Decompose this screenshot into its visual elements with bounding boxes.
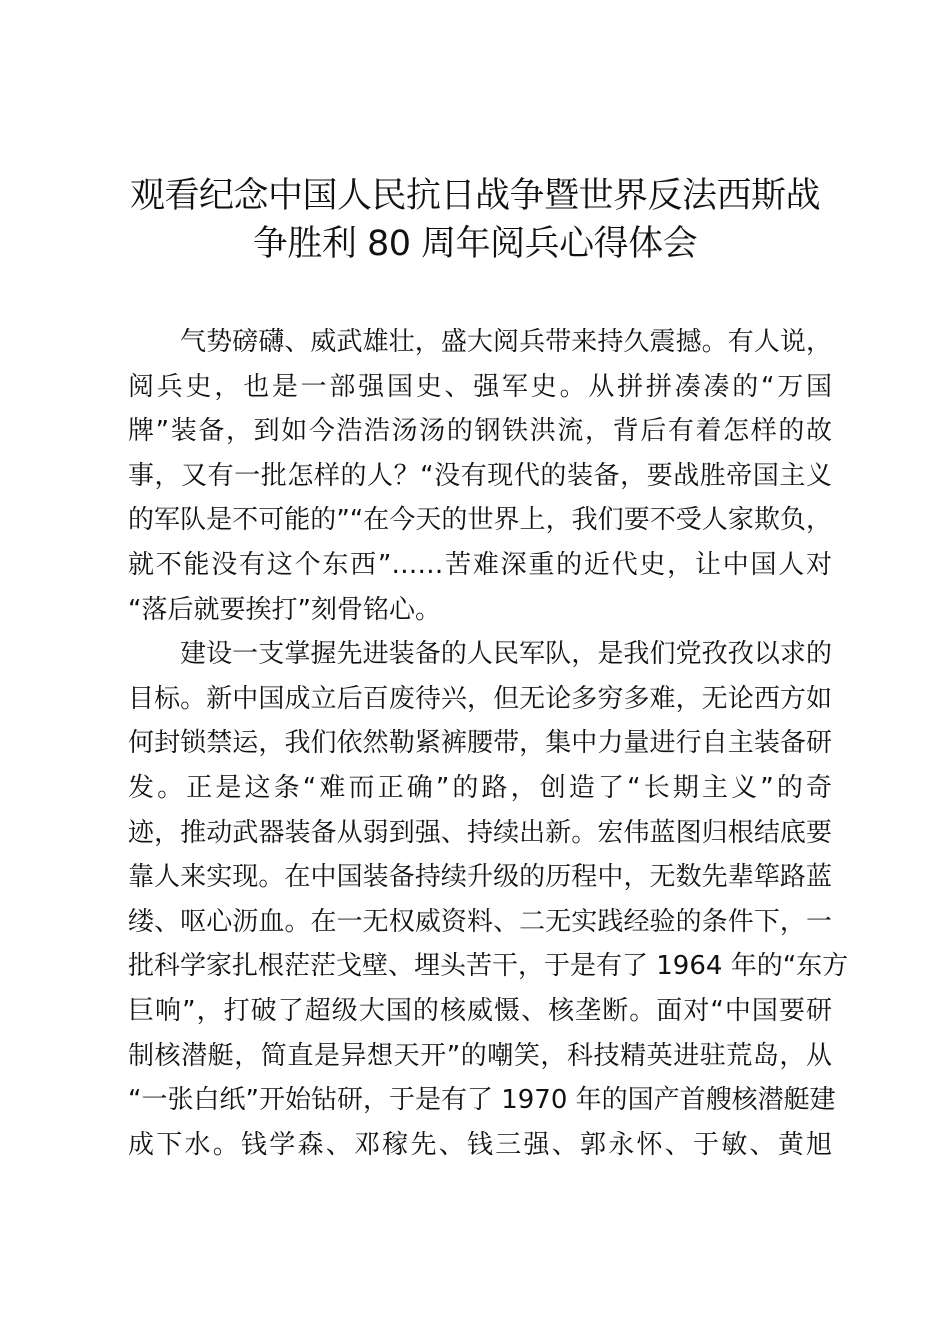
title-line: 争胜利 80 周年阅兵心得体会 — [252, 224, 698, 264]
text-line: 迹，推动武器装备从弱到强、持续出新。宏伟蓝图归根结底要 — [128, 817, 832, 848]
text-line: 缕、呕心沥血。在一无权威资料、二无实践经验的条件下，一 — [128, 906, 832, 937]
text-line: 何封锁禁运，我们依然勒紧裤腰带，集中力量进行自主装备研 — [128, 728, 832, 759]
title-line: 观看纪念中国人民抗日战争暨世界反法西斯战 — [129, 176, 820, 216]
text-line: “一张白纸”开始钻研，于是有了 1970 年的国产首艘核潜艇建 — [128, 1085, 836, 1116]
text-line: 气势磅礴、威武雄壮，盛大阅兵带来持久震撼。有人说， — [180, 327, 832, 357]
document-body — [128, 320, 849, 1167]
text-line: 的军队是不可能的”“在今天的世界上，我们要不受人家欺负， — [128, 505, 832, 536]
text-line: 就不能没有这个东西”……苦难深重的近代史，让中国人对 — [128, 549, 832, 580]
text-line: 事，又有一批怎样的人？“没有现代的装备，要战胜帝国主义 — [128, 460, 832, 491]
text-line: 阅兵史，也是一部强国史、强军史。从拼拼凑凑的“万国 — [128, 371, 832, 402]
text-line: 牌”装备，到如今浩浩汤汤的钢铁洪流，背后有着怎样的故 — [128, 416, 832, 447]
text-line: 目标。新中国成立后百废待兴，但无论多穷多难，无论西方如 — [128, 683, 832, 714]
text-line: 靠人来实现。在中国装备持续升级的历程中，无数先辈筚路蓝 — [128, 862, 832, 893]
text-line: 成下水。钱学森、邓稼先、钱三强、郭永怀、于敏、黄旭 — [128, 1129, 832, 1160]
text-line: 批科学家扎根茫茫戈壁、埋头苦干，于是有了 1964 年的“东方 — [128, 951, 849, 982]
paragraph-2 — [128, 632, 849, 1167]
text-line: 巨响”，打破了超级大国的核威慑、核垄断。面对“中国要研 — [128, 995, 832, 1026]
document-title — [0, 172, 950, 268]
paragraph-1 — [128, 320, 832, 632]
text-line: 建设一支掌握先进装备的人民军队，是我们党孜孜以求的 — [180, 639, 832, 670]
text-line: 发。正是这条“难而正确”的路，创造了“长期主义”的奇 — [128, 772, 832, 803]
text-line: “落后就要挨打”刻骨铭心。 — [128, 594, 441, 625]
text-line: 制核潜艇，简直是异想天开”的嘲笑，科技精英进驻荒岛，从 — [128, 1040, 832, 1071]
